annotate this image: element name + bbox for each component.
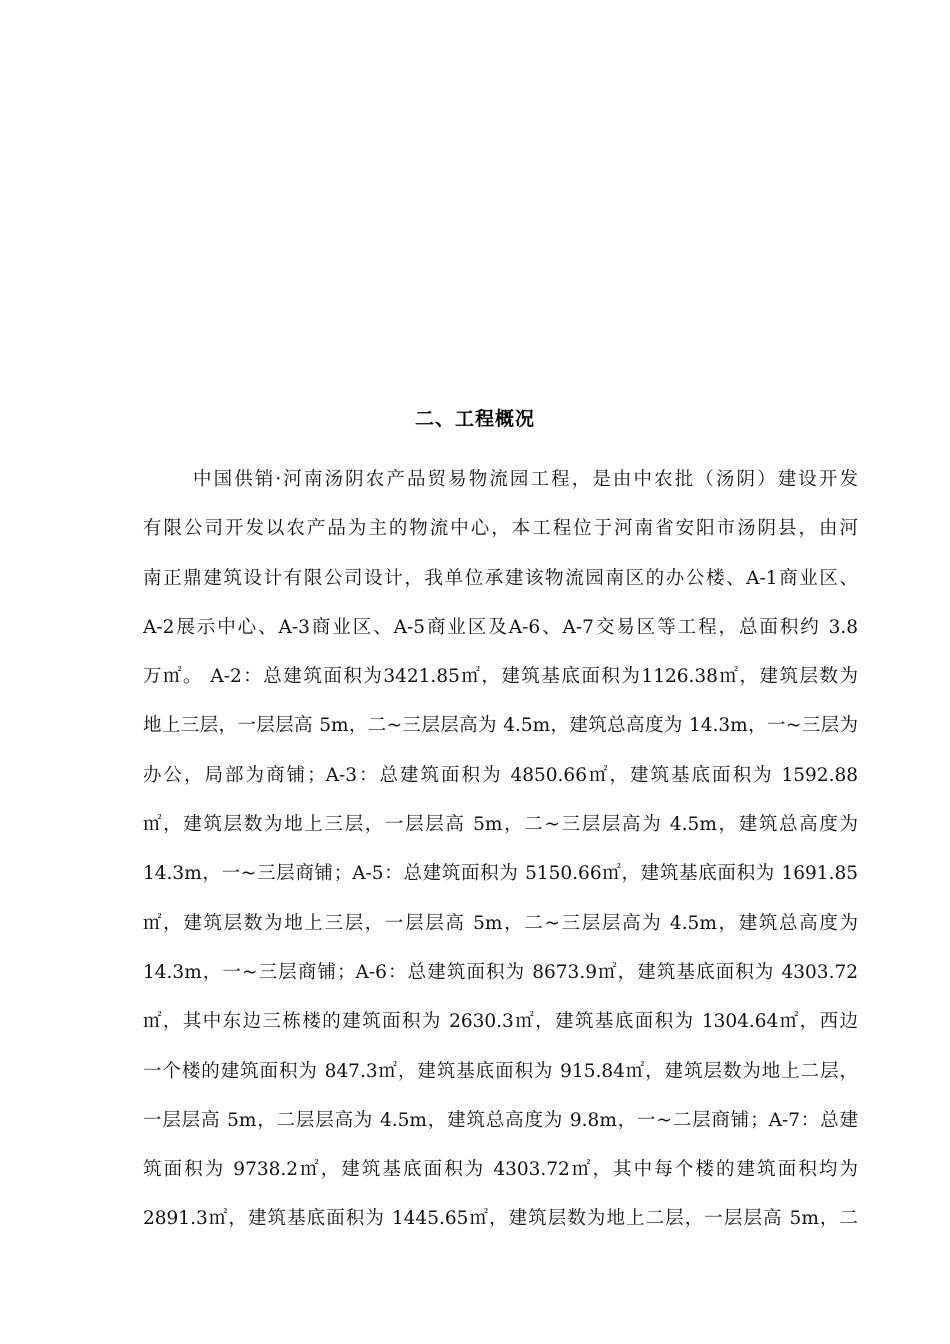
paragraph-line: 地上三层，一层层高 5m，二~三层层高为 4.5m，建筑总高度为 14.3m，一~三层为 xyxy=(143,715,858,737)
section-heading: 二、工程概况 xyxy=(414,408,535,430)
paragraph-line: 有限公司开发以农产品为主的物流中心，本工程位于河南省安阳市汤阴县，由河 xyxy=(143,518,858,540)
paragraph-line: ㎡，建筑层数为地上三层，一层层高 5m，二~三层层高为 4.5m，建筑总高度为 xyxy=(143,912,858,934)
paragraph-line: 办公，局部为商铺；A-3：总建筑面积为 4850.66㎡，建筑基底面积为 1592.88 xyxy=(143,764,858,786)
paragraph-line: 筑面积为 9738.2㎡，建筑基底面积为 4303.72㎡，其中每个楼的建筑面积均为 xyxy=(143,1159,858,1181)
paragraph-line: ㎡，建筑层数为地上三层，一层层高 5m，二~三层层高为 4.5m，建筑总高度为 xyxy=(143,814,858,836)
paragraph-line: 南正鼎建筑设计有限公司设计，我单位承建该物流园南区的办公楼、A-1商业区、 xyxy=(143,567,858,589)
body-paragraph xyxy=(143,455,858,1244)
paragraph-line: A-2展示中心、A-3商业区、A-5商业区及A-6、A-7交易区等工程，总面积约 3.8 xyxy=(143,616,858,638)
paragraph-line: 2891.3㎡，建筑基底面积为 1445.65㎡，建筑层数为地上二层，一层层高 5m，二 xyxy=(143,1208,858,1230)
paragraph-line: 万㎡。 A-2：总建筑面积为3421.85㎡，建筑基底面积为1126.38㎡，建筑层数为 xyxy=(143,666,858,688)
paragraph-line: 一个楼的建筑面积为 847.3㎡，建筑基底面积为 915.84㎡，建筑层数为地上二层， xyxy=(143,1060,858,1082)
paragraph-line: 中国供销·河南汤阴农产品贸易物流园工程，是由中农批（汤阴）建设开发 xyxy=(193,469,858,490)
paragraph-line: 14.3m，一~三层商铺；A-5：总建筑面积为 5150.66㎡，建筑基底面积为 1691.85 xyxy=(143,863,858,885)
paragraph-line: 一层层高 5m，二层层高为 4.5m，建筑总高度为 9.8m，一~二层商铺；A-7：总建 xyxy=(143,1109,858,1131)
paragraph-line: 14.3m，一~三层商铺；A-6：总建筑面积为 8673.9㎡，建筑基底面积为 4303.72 xyxy=(143,961,858,983)
paragraph-line: ㎡，其中东边三栋楼的建筑面积为 2630.3㎡，建筑基底面积为 1304.64㎡，西边 xyxy=(143,1011,858,1033)
